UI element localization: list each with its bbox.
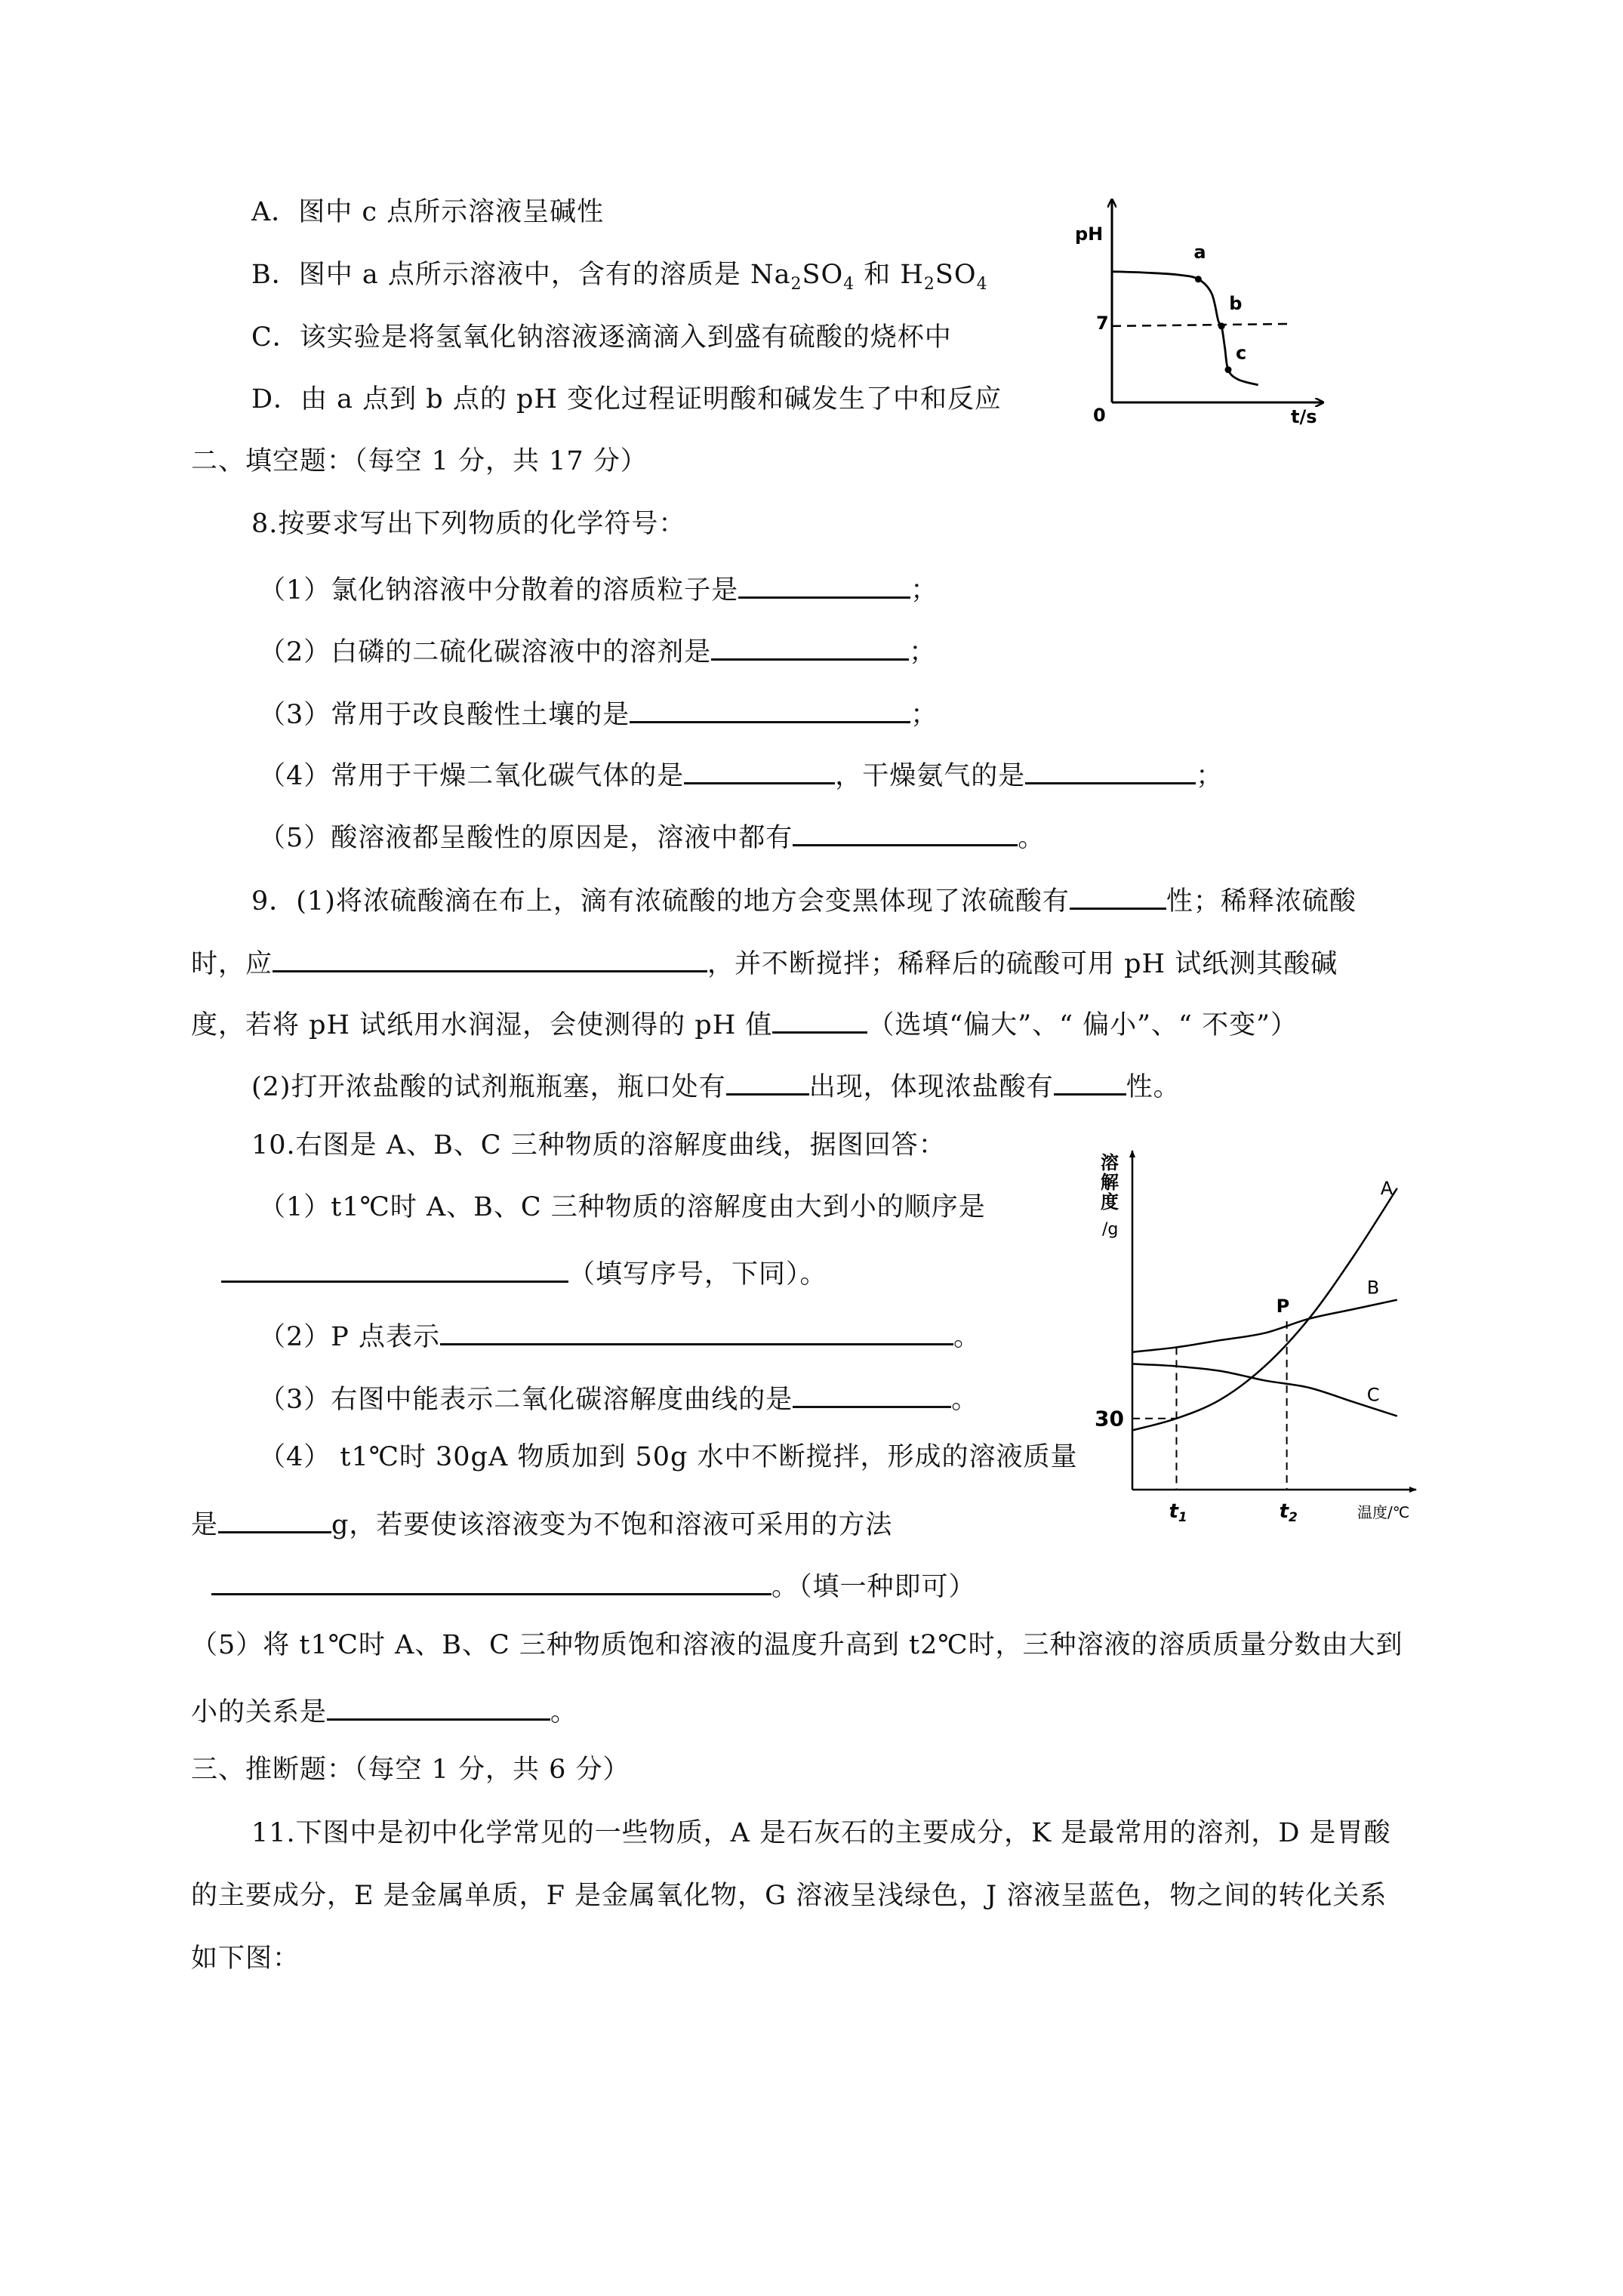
answer-blank[interactable] <box>273 943 707 972</box>
curve-label-B: B <box>1366 1277 1380 1299</box>
origin-label: 0 <box>1093 405 1106 426</box>
q9-text: 性；稀释浓硫酸 <box>1166 886 1357 917</box>
q9-text: 9．(1)将浓硫酸滴在布上，滴有浓硫酸的地方会变黑体现了浓硫酸有 <box>251 886 1070 917</box>
y-axis-label: pH <box>1075 223 1104 245</box>
answer-blank[interactable] <box>684 755 835 784</box>
q10-text: 是 <box>191 1510 219 1540</box>
punct: ； <box>909 637 937 667</box>
answer-blank[interactable] <box>738 569 910 599</box>
option-c: C．该实验是将氢氧化钠溶液逐滴滴入到盛有硫酸的烧杯中 <box>251 322 952 353</box>
y-tick-label: 30 <box>1095 1406 1124 1432</box>
q9-line1 <box>251 880 1357 918</box>
option-a: A．图中 c 点所示溶液呈碱性 <box>251 197 605 227</box>
subscript: 2 <box>790 275 802 294</box>
x-axis-label: 温度/℃ <box>1357 1503 1410 1521</box>
q10-text: （2）P 点表示 <box>259 1322 440 1352</box>
answer-blank[interactable] <box>221 1253 568 1283</box>
point-label-b: b <box>1229 292 1243 314</box>
x-axis-label: t/s <box>1291 406 1317 427</box>
option-b-text: B．图中 a 点所示溶液中，含有的溶质是 Na <box>251 260 791 290</box>
q10-part4: （4） t1℃时 30gA 物质加到 50g 水中不断搅拌，形成的溶液质量 <box>259 1442 1078 1472</box>
q11-line1: 11.下图中是初中化学常见的一些物质，A 是石灰石的主要成分，K 是最常用的溶剂，D 是胃酸 <box>251 1818 1391 1848</box>
curve-label-A: A <box>1380 1177 1394 1199</box>
section-2-title: 二、填空题：（每空 1 分，共 17 分） <box>191 446 648 476</box>
answer-blank[interactable] <box>1025 755 1196 784</box>
x-tick-label-t1: t1 <box>1169 1500 1187 1525</box>
formula-part: SO <box>802 260 844 290</box>
q9-line4 <box>251 1066 1181 1104</box>
q8-part4-text: （4）常用于干燥二氧化碳气体的是 <box>259 761 685 791</box>
point-label-P: P <box>1276 1295 1290 1317</box>
y-axis-label-char: 溶 <box>1101 1152 1119 1173</box>
q8-part5 <box>259 817 1045 855</box>
formula-part: SO <box>935 260 977 290</box>
q10-text: （3）右图中能表示二氧化碳溶解度曲线的是 <box>259 1385 793 1415</box>
q9-line2 <box>191 943 1338 981</box>
q9-text: (2)打开浓盐酸的试剂瓶瓶塞，瓶口处有 <box>251 1072 726 1102</box>
q8-part4-text-b: ，干燥氨气的是 <box>835 761 1026 791</box>
q8-part5-text: （5）酸溶液都呈酸性的原因是，溶液中都有 <box>259 823 793 853</box>
punct: ； <box>1196 761 1224 791</box>
q10-text: 小的关系是 <box>191 1697 328 1727</box>
reference-line-ph7 <box>1112 324 1292 326</box>
subscript: 2 <box>923 275 935 294</box>
q8-part2-text: （2）白磷的二硫化碳溶液中的溶剂是 <box>259 637 712 667</box>
q8-part1 <box>259 569 938 607</box>
q10-part1-answer <box>221 1253 827 1291</box>
formula-part: 和 H <box>855 260 924 290</box>
answer-blank[interactable] <box>218 1504 331 1533</box>
punct: 。 <box>951 1385 979 1415</box>
curve-label-C: C <box>1366 1384 1380 1406</box>
punct: 。 <box>1018 823 1046 853</box>
punct: 。 <box>953 1322 981 1352</box>
curve-C <box>1132 1364 1397 1416</box>
q10-part4-line3 <box>211 1566 976 1604</box>
answer-blank[interactable] <box>630 694 910 723</box>
data-point-a <box>1195 276 1202 282</box>
q10-text: g，若要使该溶液变为不饱和溶液可采用的方法 <box>331 1510 893 1540</box>
q11-line2: 的主要成分，E 是金属单质，F 是金属氧化物，G 溶液呈浅绿色，J 溶液呈蓝色，物之间的转化关系 <box>191 1881 1387 1911</box>
q10-part5-line2 <box>191 1691 577 1729</box>
q9-text: 出现，体现浓盐酸有 <box>808 1072 1054 1102</box>
answer-blank[interactable] <box>793 817 1018 846</box>
subscript: 4 <box>976 275 988 294</box>
q8-part4 <box>259 755 1223 793</box>
q11-line3: 如下图： <box>191 1943 300 1974</box>
q10-part1: （1）t1℃时 A、B、C 三种物质的溶解度由大到小的顺序是 <box>259 1192 986 1222</box>
punct: ； <box>910 575 938 606</box>
y-axis-label-char: 解 <box>1101 1172 1119 1193</box>
punct: 。 <box>550 1697 578 1727</box>
q9-line3 <box>191 1004 1298 1042</box>
point-label-c: c <box>1236 342 1247 364</box>
answer-blank[interactable] <box>327 1691 550 1721</box>
q10-part2 <box>259 1316 981 1354</box>
option-b <box>251 258 988 294</box>
data-point-c <box>1225 366 1232 373</box>
q10-part3 <box>259 1379 978 1416</box>
answer-blank[interactable] <box>1054 1066 1126 1096</box>
y-axis-unit: /g <box>1102 1220 1119 1239</box>
curve-B <box>1132 1300 1397 1352</box>
punct: ； <box>910 700 938 730</box>
answer-blank[interactable] <box>726 1066 809 1096</box>
y-axis-label-char: 度 <box>1101 1191 1119 1213</box>
ph-chart <box>1057 181 1359 438</box>
q10-text: （填写序号，下同）。 <box>568 1259 827 1290</box>
q8-stem: 8.按要求写出下列物质的化学符号： <box>251 509 686 539</box>
answer-blank[interactable] <box>793 1379 951 1408</box>
q10-part4-line2 <box>191 1504 892 1542</box>
q9-text: 性。 <box>1126 1072 1181 1102</box>
data-point-b <box>1218 322 1225 329</box>
q8-part3 <box>259 694 938 732</box>
q10-stem: 10.右图是 A、B、C 三种物质的溶解度曲线，据图回答： <box>251 1130 946 1160</box>
q10-part5: （5）将 t1℃时 A、B、C 三种物质饱和溶液的温度升高到 t2℃时，三种溶液的溶质质量分数由大到 <box>191 1630 1403 1660</box>
answer-blank[interactable] <box>711 631 909 661</box>
subscript: 4 <box>843 275 855 294</box>
answer-blank[interactable] <box>440 1316 953 1345</box>
q9-text: 度，若将 pH 试纸用水润湿，会使测得的 pH 值 <box>191 1010 773 1040</box>
x-tick-label-t2: t2 <box>1279 1500 1298 1525</box>
q9-text: 时，应 <box>191 949 273 979</box>
answer-blank[interactable] <box>1070 880 1166 910</box>
option-d: D．由 a 点到 b 点的 pH 变化过程证明酸和碱发生了中和反应 <box>251 384 1002 415</box>
point-label-a: a <box>1193 241 1206 263</box>
answer-blank[interactable] <box>211 1566 771 1595</box>
q9-text: ，并不断搅拌；稀释后的硫酸可用 pH 试纸测其酸碱 <box>707 949 1338 979</box>
q10-text: 。（填一种即可） <box>771 1572 976 1602</box>
q8-part3-text: （3）常用于改良酸性土壤的是 <box>259 700 630 730</box>
q8-part1-text: （1）氯化钠溶液中分散着的溶质粒子是 <box>259 575 739 606</box>
q8-part2 <box>259 631 936 669</box>
answer-blank[interactable] <box>772 1004 867 1034</box>
y-tick-label: 7 <box>1096 312 1109 334</box>
q9-text: （选填“偏大”、“ 偏小”、“ 不变”） <box>867 1010 1298 1040</box>
solubility-chart <box>1087 1148 1449 1540</box>
section-3-title: 三、推断题：（每空 1 分，共 6 分） <box>191 1755 630 1785</box>
ph-curve <box>1112 272 1258 385</box>
